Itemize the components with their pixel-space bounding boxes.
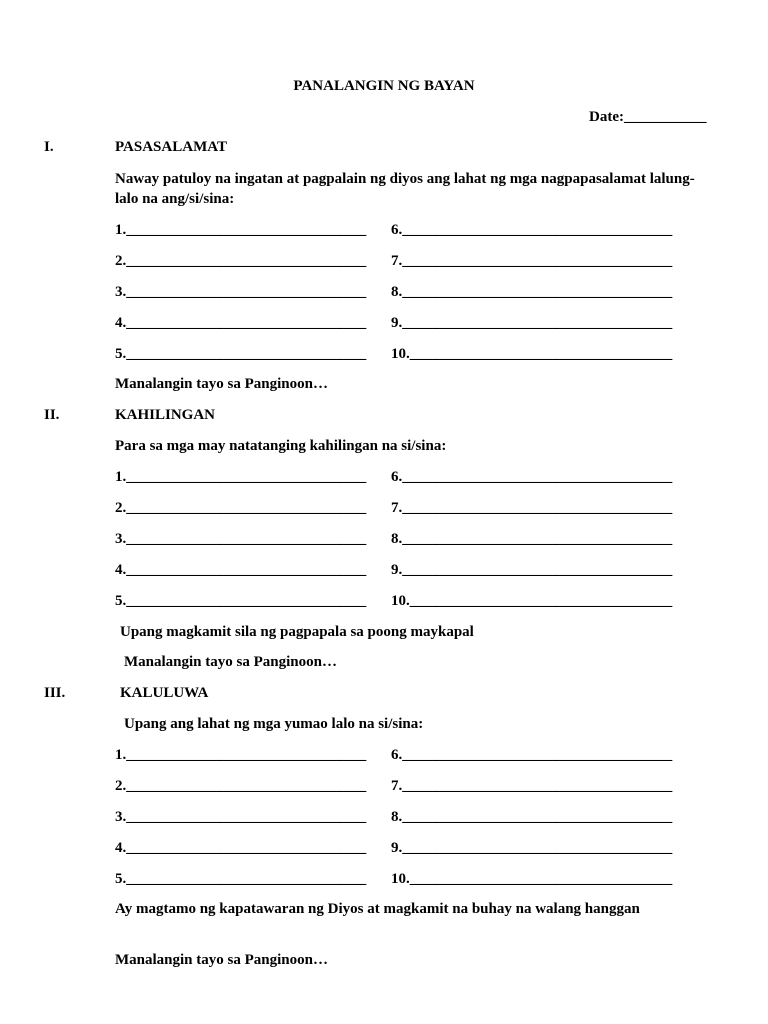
blank-line[interactable]: 6.____________________________________ — [391, 469, 673, 485]
blank-line[interactable]: 7.____________________________________ — [391, 500, 673, 516]
section-2-row — [115, 498, 695, 518]
blank-line[interactable]: 1.________________________________ — [115, 222, 367, 238]
blank-line[interactable]: 8.____________________________________ — [391, 531, 673, 547]
blank-line[interactable]: 6.____________________________________ — [391, 747, 673, 763]
blank-line[interactable]: 4.________________________________ — [115, 562, 367, 578]
section-3-intro: Upang ang lahat ng mga yumao lalo na si/sina: — [124, 716, 424, 732]
blank-line[interactable]: 5.________________________________ — [115, 346, 367, 362]
section-1-row — [115, 220, 695, 240]
section-2-heading: KAHILINGAN — [115, 407, 216, 423]
section-1-intro: Naway patuloy na ingatan at pagpalain ng diyos ang lahat ng mga nagpapasalamat lalung-lalo na ang/si/sina: — [115, 171, 695, 207]
blank-line[interactable]: 9.____________________________________ — [391, 315, 673, 331]
section-1-row — [115, 282, 695, 302]
section-2-numeral: II. — [44, 407, 60, 423]
blank-line[interactable]: 10.___________________________________ — [391, 346, 673, 362]
section-1-row — [115, 251, 695, 271]
section-1-row — [115, 344, 695, 364]
page-title: PANALANGIN NG BAYAN — [293, 78, 475, 94]
section-2-row — [115, 467, 695, 487]
blank-line[interactable]: 3.________________________________ — [115, 809, 367, 825]
blank-line[interactable]: 3.________________________________ — [115, 531, 367, 547]
blank-line[interactable]: 4.________________________________ — [115, 840, 367, 856]
section-3-row — [115, 869, 695, 889]
section-3-closing: Manalangin tayo sa Panginoon… — [115, 952, 328, 968]
section-2-row — [115, 560, 695, 580]
blank-line[interactable]: 1.________________________________ — [115, 747, 367, 763]
section-3-numeral: III. — [44, 685, 66, 701]
blank-line[interactable]: 9.____________________________________ — [391, 840, 673, 856]
section-3-heading: KALULUWA — [120, 685, 209, 701]
blank-line[interactable]: 7.____________________________________ — [391, 778, 673, 794]
section-1-closing: Manalangin tayo sa Panginoon… — [115, 376, 328, 392]
section-2-row — [115, 529, 695, 549]
blank-line[interactable]: 2.________________________________ — [115, 253, 367, 269]
blank-line[interactable]: 3.________________________________ — [115, 284, 367, 300]
blank-line[interactable]: 9.____________________________________ — [391, 562, 673, 578]
section-2-closing: Upang magkamit sila ng pagpapala sa poong maykapal — [120, 624, 474, 640]
blank-line[interactable]: 5.________________________________ — [115, 871, 367, 887]
date-field[interactable]: Date:___________ — [589, 109, 707, 125]
section-1-row — [115, 313, 695, 333]
blank-line[interactable]: 10.___________________________________ — [391, 593, 673, 609]
blank-line[interactable]: 8.____________________________________ — [391, 284, 673, 300]
section-3-closing: Ay magtamo ng kapatawaran ng Diyos at magkamit na buhay na walang hanggan — [115, 901, 640, 917]
blank-line[interactable]: 1.________________________________ — [115, 469, 367, 485]
section-3-row — [115, 838, 695, 858]
section-3-row — [115, 776, 695, 796]
blank-line[interactable]: 10.___________________________________ — [391, 871, 673, 887]
blank-line[interactable]: 7.____________________________________ — [391, 253, 673, 269]
blank-line[interactable]: 4.________________________________ — [115, 315, 367, 331]
section-3-row — [115, 745, 695, 765]
section-2-row — [115, 591, 695, 611]
section-2-intro: Para sa mga may natatanging kahilingan na si/sina: — [115, 438, 447, 454]
blank-line[interactable]: 2.________________________________ — [115, 778, 367, 794]
blank-line[interactable]: 6.____________________________________ — [391, 222, 673, 238]
blank-line[interactable]: 5.________________________________ — [115, 593, 367, 609]
section-1-numeral: I. — [44, 139, 54, 155]
blank-line[interactable]: 2.________________________________ — [115, 500, 367, 516]
section-3-row — [115, 807, 695, 827]
section-2-closing: Manalangin tayo sa Panginoon… — [124, 654, 337, 670]
section-1-heading: PASASALAMAT — [115, 139, 227, 155]
blank-line[interactable]: 8.____________________________________ — [391, 809, 673, 825]
